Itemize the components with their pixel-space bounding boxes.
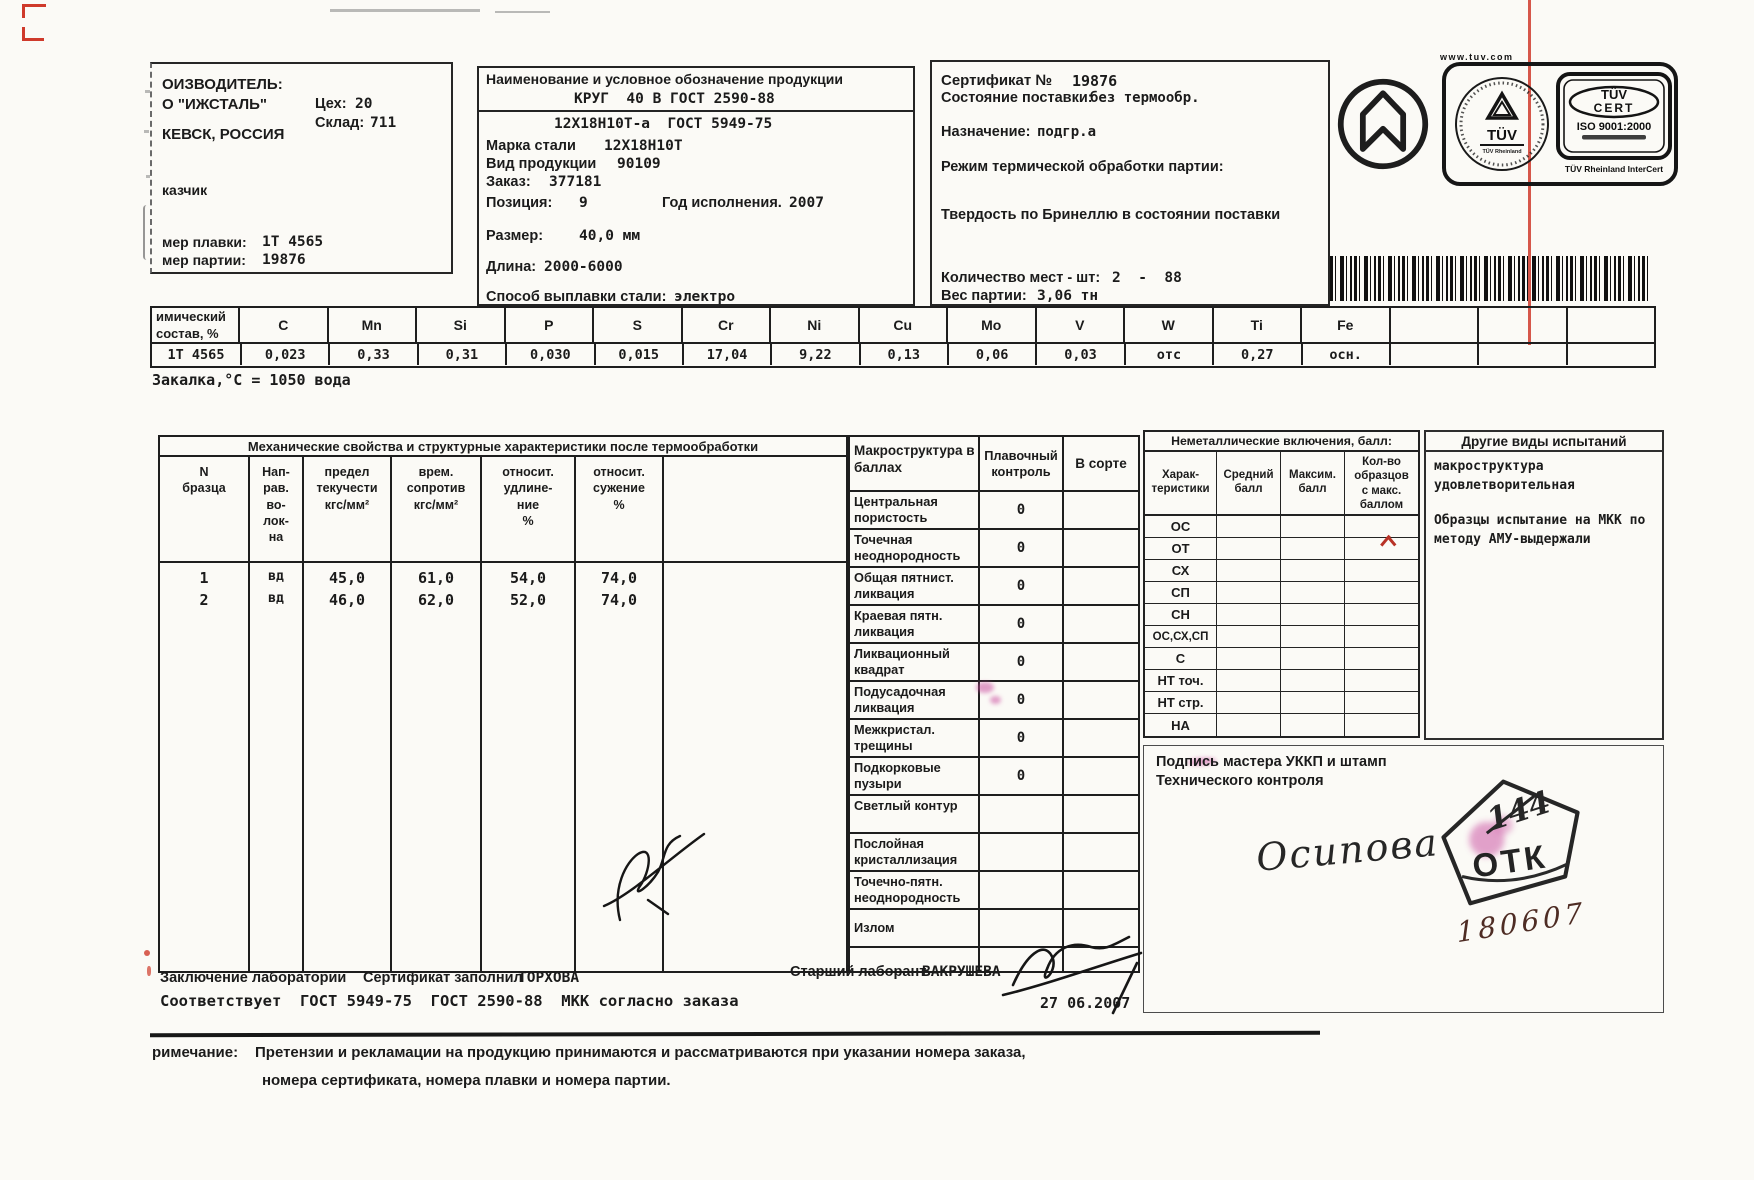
mech-header-line: лок- [263, 513, 289, 528]
macro-label: Точечная неоднородность [850, 530, 980, 566]
grade-value: 12Х18Н10Т [604, 138, 683, 154]
tuv-cert-line2: CERT [1593, 101, 1635, 115]
mech-cell: 61,0 [417, 569, 455, 587]
tuv-iso-text: ISO 9001:2000 [1576, 121, 1652, 133]
mech-header-line: кгс/мм² [413, 497, 459, 512]
mech-cell: 1 [199, 569, 209, 587]
inclusions-header-avg: Средний балл [1217, 452, 1281, 514]
mech-header-line: во- [266, 497, 286, 512]
macro-value: 0 [980, 530, 1064, 566]
inclusions-row [1145, 560, 1418, 582]
otk-stamp-icon [1427, 771, 1592, 916]
inclusion-code: С [1145, 648, 1217, 669]
macro-header-structure: Макроструктура в баллах [850, 437, 980, 490]
inclusions-row [1145, 604, 1418, 626]
macro-row [850, 492, 1138, 530]
mech-header-line: рав. [263, 481, 289, 496]
chem-value: 0,023 [242, 344, 330, 365]
places-value: 2 - 88 [1112, 270, 1182, 286]
macro-row [850, 530, 1138, 568]
mech-header-line: относит. [593, 465, 645, 479]
inclusion-code: СН [1145, 604, 1217, 625]
producer-name: О "ИЖСТАЛЬ" [162, 96, 268, 113]
purpose-label: Назначение: [941, 124, 1031, 140]
position-value: 9 [579, 195, 588, 211]
chem-value: отс [1126, 344, 1214, 365]
macro-value: 0 [980, 606, 1064, 642]
certificate-box [930, 60, 1330, 306]
mech-header-line: % [522, 513, 534, 528]
heat-value: 1Т 4565 [262, 234, 324, 250]
macro-header-grade: В сорте [1075, 456, 1127, 471]
inclusions-header-char: Харак- теристики [1145, 452, 1217, 514]
chem-element-header: Mn [329, 308, 418, 342]
chem-element-header: P [506, 308, 595, 342]
mech-header-line: на [268, 530, 284, 544]
note-line2: номера сертификата, номера плавки и номера партии. [262, 1072, 671, 1089]
inclusion-code: НТ стр. [1145, 692, 1217, 713]
melt-value: электро [674, 289, 736, 305]
heat-treatment-regime-label: Режим термической обработки партии: [941, 159, 1224, 175]
inclusion-code: ОС [1145, 516, 1217, 537]
macro-label: Краевая пятн. ликвация [850, 606, 980, 642]
torhova-signature-icon [592, 828, 712, 928]
macro-row [850, 568, 1138, 606]
macro-label: Подусадочная ликвация [850, 682, 980, 718]
mech-cell: вд [268, 591, 284, 606]
chem-value: 0,13 [861, 344, 949, 365]
lot-value: 19876 [262, 252, 306, 268]
tuv-intercert-text: TÜV Rheinland InterCert [1564, 164, 1664, 174]
macro-value: 0 [980, 492, 1064, 528]
chem-element-header: Mo [948, 308, 1037, 342]
red-dot [147, 966, 151, 976]
inclusions-header-count: Кол-во образцов с макс. баллом [1354, 456, 1409, 512]
inclusions-row [1145, 692, 1418, 714]
cert-number-value: 19876 [1072, 72, 1118, 90]
other-tests-line1: макроструктура удовлетворительная [1434, 459, 1575, 493]
mech-cell: 52,0 [509, 591, 547, 609]
cert-filled-label: Сертификат заполнил [363, 970, 523, 986]
inclusion-code: ОС,СХ,СП [1145, 626, 1217, 647]
chem-element-header [1568, 308, 1655, 342]
vakrusheva-signature-icon [995, 925, 1145, 1020]
chem-element-header: C [240, 308, 329, 342]
mech-col-specimen [160, 457, 250, 971]
mech-cell: 2 [199, 591, 209, 609]
note-label: римечание: [152, 1044, 239, 1061]
mech-header-line: врем. [418, 465, 454, 479]
chem-element-header: Ni [771, 308, 860, 342]
macro-label: Светлый контур [850, 796, 980, 832]
chem-value [1391, 344, 1479, 365]
chem-value: 0,015 [596, 344, 684, 365]
mech-header-line: N [199, 465, 209, 479]
stamp-number-text: 144 [1482, 784, 1556, 839]
macro-label: Излом [850, 910, 980, 946]
year-label: Год исполнения. [662, 195, 782, 211]
macro-value [980, 834, 1064, 870]
mech-header-line: сопротив [406, 481, 466, 496]
izhstal-logo [1335, 76, 1431, 172]
mech-cell: 62,0 [417, 591, 455, 609]
macro-label: Точечно-пятн. неоднородность [850, 872, 980, 908]
master-signature: Осипова [1254, 820, 1441, 880]
macro-label: Ликвационный квадрат [850, 644, 980, 680]
sign-block [1143, 745, 1664, 1013]
mech-header-line: текучести [316, 481, 378, 496]
mech-cell: 74,0 [600, 569, 638, 587]
other-tests-title: Другие виды испытаний [1426, 432, 1662, 452]
mech-header-line: сужение [593, 481, 645, 496]
mech-col-direction [250, 457, 304, 971]
mech-header-line: удлине- [503, 481, 553, 496]
lab-date: 27 06.2007 [1040, 994, 1131, 1012]
size-label: Размер: [486, 228, 544, 244]
scan-tick [146, 175, 150, 178]
product-header: Наименование и условное обозначение продукции [486, 71, 843, 87]
chem-element-header: S [594, 308, 683, 342]
inclusions-header-max: Максим. балл [1281, 452, 1345, 514]
mech-col-yield [304, 457, 392, 971]
shop-label: Цех: [315, 96, 347, 112]
shop-value: 20 [355, 96, 373, 112]
mech-cell: 45,0 [328, 569, 366, 587]
customer-label: казчик [162, 182, 208, 198]
lab-conclusion-label: Заключение лаборатории [160, 970, 347, 986]
chem-value: 0,03 [1037, 344, 1125, 365]
mech-cell: вд [268, 569, 284, 584]
macro-value [980, 872, 1064, 908]
chem-element-header [1479, 308, 1568, 342]
mech-title: Механические свойства и структурные характеристики после термообработки [158, 435, 848, 457]
inclusions-row [1145, 648, 1418, 670]
macro-value: 0 [980, 568, 1064, 604]
inclusions-row [1145, 626, 1418, 648]
chem-element-header: Cu [860, 308, 949, 342]
macro-label: Подкорковые пузыри [850, 758, 980, 794]
chem-value: 17,04 [684, 344, 772, 365]
chem-title-line2: состав, % [156, 326, 219, 341]
producer-title: ОИЗВОДИТЕЛЬ: [162, 76, 283, 93]
macro-label: Межкристал. трещины [850, 720, 980, 756]
pink-scan-mark [976, 682, 994, 693]
macro-row [850, 796, 1138, 834]
scan-tick [145, 90, 150, 93]
inclusions-row [1145, 538, 1418, 560]
chem-element-header: W [1125, 308, 1214, 342]
macro-row [850, 834, 1138, 872]
macro-label: Общая пятнист. ликвация [850, 568, 980, 604]
heat-label: мер плавки: [162, 234, 247, 250]
macro-label: Центральная пористость [850, 492, 980, 528]
chem-element-header [1391, 308, 1480, 342]
inclusions-row [1145, 582, 1418, 604]
product-designation-2: 12Х18Н10Т-а ГОСТ 5949-75 [554, 116, 773, 132]
mech-header-line: % [613, 497, 625, 512]
inclusion-code: ОТ [1145, 538, 1217, 559]
producer-city: КЕВСК, РОССИЯ [162, 126, 285, 143]
quench-line: Закалка,°С = 1050 вода [152, 371, 351, 389]
chem-element-header: Ti [1214, 308, 1303, 342]
chem-title-cell [152, 308, 240, 342]
chem-value: 9,22 [772, 344, 860, 365]
macro-value: 0 [980, 644, 1064, 680]
sign-caption-line2: Технического контроля [1156, 773, 1324, 789]
inclusion-code: СП [1145, 582, 1217, 603]
inclusions-row [1145, 670, 1418, 692]
inclusions-title: Неметаллические включения, балл: [1145, 432, 1418, 452]
mech-header-line: ние [516, 497, 540, 512]
separator-line [150, 1031, 1320, 1037]
chem-value: 0,33 [330, 344, 418, 365]
product-box [477, 66, 915, 306]
chem-value: 0,27 [1214, 344, 1302, 365]
tuv-url-text: www.tuv.com [1440, 52, 1514, 62]
chem-title-line1: имический [156, 309, 226, 324]
inclusion-code: НА [1145, 714, 1217, 736]
sign-caption-line1: Подпись мастера УККП и штамп [1156, 754, 1387, 770]
barcode [1330, 256, 1652, 301]
scan-tick [144, 130, 149, 133]
macro-header-row [850, 437, 1138, 492]
inclusions-row [1145, 516, 1418, 538]
macro-value: 0 [980, 682, 1064, 718]
macro-label: Послойная кристаллизация [850, 834, 980, 870]
hardness-label: Твердость по Бринеллю в состоянии поставки [941, 207, 1281, 223]
mech-col-tensile [392, 457, 482, 971]
order-value: 377181 [549, 174, 602, 190]
macro-header-control: Плавочный контроль [980, 437, 1064, 490]
stamp-hand-date: 180607 [1455, 895, 1587, 950]
chem-element-header: Cr [683, 308, 772, 342]
mech-table [158, 435, 848, 973]
tuv-stamp [1440, 52, 1680, 188]
tuv-cert-line1: TÜV [1601, 87, 1627, 102]
chem-value [1568, 344, 1654, 365]
senior-lab-label: Старший лаборант [790, 964, 927, 980]
mech-header-line: предел [324, 465, 370, 479]
type-value: 90109 [617, 156, 661, 172]
chem-value: осн. [1303, 344, 1391, 365]
mech-header-line: Нап- [262, 465, 290, 479]
senior-lab-by: ВАКРУШЕВА [922, 964, 1001, 980]
chem-row-label: 1Т 4565 [152, 344, 242, 365]
chem-element-header: V [1037, 308, 1126, 342]
size-value: 40,0 мм [579, 228, 641, 244]
delivery-state-label: Состояние поставки: [941, 90, 1093, 106]
macro-row [850, 644, 1138, 682]
tuv-name-text: TÜV [1487, 127, 1517, 144]
warehouse-value: 711 [370, 115, 397, 131]
macro-row [850, 758, 1138, 796]
macro-row [850, 720, 1138, 758]
mech-header-line: кгс/мм² [324, 497, 370, 512]
chem-value: 0,030 [507, 344, 595, 365]
chem-value: 0,06 [949, 344, 1037, 365]
chem-element-header: Fe [1302, 308, 1391, 342]
mech-header-line: бразца [182, 481, 226, 496]
mech-header-line: относит. [502, 465, 554, 479]
warehouse-label: Склад: [315, 115, 365, 131]
order-label: Заказ: [486, 174, 531, 190]
mech-cell: 46,0 [328, 591, 366, 609]
mech-cell: 54,0 [509, 569, 547, 587]
pink-scan-mark [990, 696, 1001, 704]
chem-value: 0,31 [419, 344, 507, 365]
inclusion-code: НТ точ. [1145, 670, 1217, 691]
macro-value [980, 796, 1064, 832]
note-line1: Претензии и рекламации на продукцию принимаются и рассматриваются при указании номера заказа, [255, 1044, 1026, 1061]
chem-element-header: Si [417, 308, 506, 342]
mech-cell: 74,0 [600, 591, 638, 609]
macro-value: 0 [980, 758, 1064, 794]
inclusions-table [1143, 430, 1420, 738]
product-designation-1: КРУГ 40 В ГОСТ 2590-88 [574, 91, 775, 107]
purpose-value: подгр.а [1037, 124, 1097, 140]
grade-label: Марка стали [486, 138, 576, 154]
stamp-otk-text: ОТК [1470, 837, 1550, 885]
other-tests-line2: Образцы испытание на МКК по методу АМУ-выдержали [1434, 512, 1646, 547]
chem-value [1479, 344, 1567, 365]
weight-value: 3,06 тн [1037, 288, 1099, 304]
tuv-rheinland-text: TÜV Rheinland [1482, 149, 1522, 155]
length-label: Длина: [486, 259, 537, 275]
inclusion-code: СХ [1145, 560, 1217, 581]
type-label: Вид продукции [486, 156, 597, 172]
melt-label: Способ выплавки стали: [486, 289, 667, 305]
macro-row [850, 872, 1138, 910]
length-value: 2000-6000 [544, 259, 623, 275]
macro-table [848, 435, 1140, 973]
macro-value: 0 [980, 720, 1064, 756]
delivery-state-value: без термообр. [1090, 90, 1200, 106]
red-pen-mark [22, 4, 46, 18]
lot-label: мер партии: [162, 252, 246, 268]
cert-filled-by: ТОРХОВА [518, 970, 580, 986]
places-label: Количество мест - шт: [941, 270, 1101, 286]
other-tests-box [1424, 430, 1664, 740]
mech-col-elongation [482, 457, 576, 971]
scan-smudge [495, 11, 550, 13]
year-value: 2007 [789, 195, 824, 211]
macro-row [850, 606, 1138, 644]
red-dot [144, 950, 150, 956]
scan-smudge [330, 9, 480, 12]
weight-label: Вес партии: [941, 288, 1027, 304]
producer-box [150, 62, 453, 274]
chem-table [150, 306, 1656, 368]
red-pen-mark [22, 27, 44, 41]
conforms-line: Соответствует ГОСТ 5949-75 ГОСТ 2590-88 МКК согласно заказа [160, 992, 739, 1010]
position-label: Позиция: [486, 195, 553, 211]
cert-number-label: Сертификат № [941, 72, 1053, 89]
scan-bracket [143, 205, 150, 260]
inclusions-row [1145, 714, 1418, 736]
